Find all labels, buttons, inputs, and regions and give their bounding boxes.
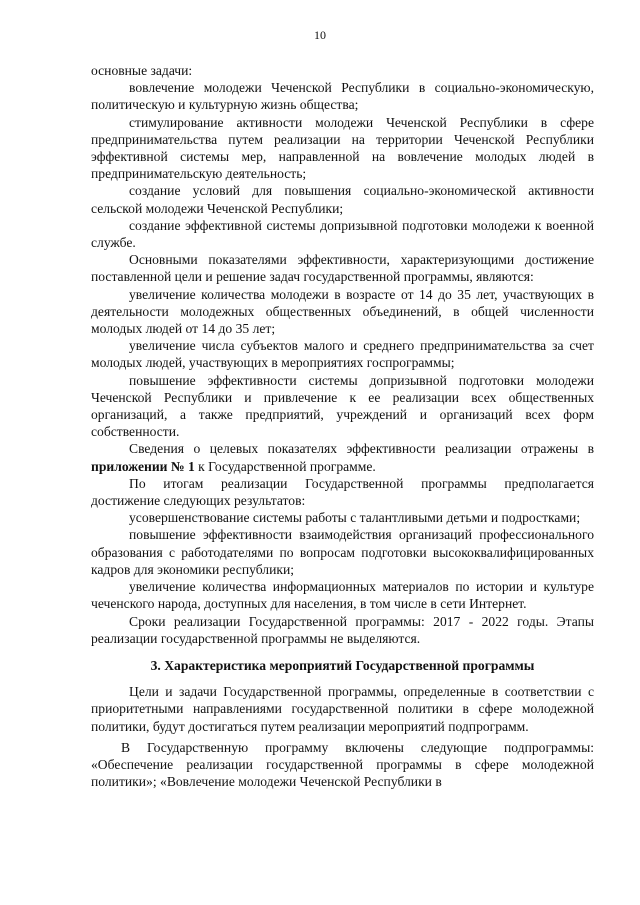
paragraph: усовершенствование системы работы с талантливыми детьми и подростками; <box>129 510 581 526</box>
paragraph: основные задачи: <box>91 63 193 78</box>
paragraph-text: к Государственной программе. <box>194 458 376 474</box>
appendix-reference: приложении № 1 <box>91 458 195 474</box>
page-number: 10 <box>314 28 326 42</box>
paragraph: увеличение числа субъектов малого и среднего предпринимательства за счет молодых людей, участвующих в мероприятиях госпрограммы; <box>91 338 594 371</box>
paragraph-text: Сведения о целевых показателях эффективности реализации отражены в <box>129 441 594 457</box>
paragraph: повышение эффективности взаимодействия организаций профессионального образования с работодателями по вопросам подготовки высококвалифицированных кадров для экономики республики; <box>91 527 594 577</box>
paragraph: создание эффективной системы допризывной подготовки молодежи к военной службе. <box>91 217 594 251</box>
paragraph: Сроки реализации Государственной программы: 2017 - 2022 годы. Этапы реализации государственной программы не выделяются. <box>91 613 594 646</box>
document-body <box>91 62 594 790</box>
paragraph: Основными показателями эффективности, характеризующими достижение поставленной цели и решение задач государственной программы, являются: <box>91 252 594 285</box>
paragraph: повышение эффективности системы допризывной подготовки молодежи Чеченской Республики и привлечение к ее реализации всех общественных организаций, а также предприятий, учреждений и организаций всех форм собственности. <box>91 372 594 440</box>
paragraph: В Государственную программу включены следующие подпрограммы: «Обеспечение реализации государственной программы в сфере молодежной политики»; «Вовлечение молодежи Чеченской Республики в <box>91 739 594 790</box>
section-heading: 3. Характеристика мероприятий Государственной программы <box>150 657 535 673</box>
paragraph <box>91 440 594 474</box>
paragraph: увеличение количества молодежи в возрасте от 14 до 35 лет, участвующих в деятельности молодежных общественных объединений, в общей численности молодых людей от 14 до 35 лет; <box>91 286 594 337</box>
paragraph: По итогам реализации Государственной программы предполагается достижение следующих результатов: <box>91 475 594 509</box>
paragraph: вовлечение молодежи Чеченской Республики в социально-экономическую, политическую и культурную жизнь общества; <box>91 80 594 113</box>
paragraph: стимулирование активности молодежи Чеченской Республики в сфере предпринимательства путем реализации на территории Чеченской Республики эффективной системы мер, направленной на вовлечение молодых людей в предпринимательскую деятельность; <box>91 114 594 182</box>
paragraph: Цели и задачи Государственной программы, определенные в соответствии с приоритетными направлениями государственной политики в сфере молодежной политики, будут достигаться путем реализации мероприятий подпрограмм. <box>91 684 594 734</box>
paragraph: создание условий для повышения социально-экономической активности сельской молодежи Чеченской Республики; <box>91 183 594 216</box>
paragraph: увеличение количества информационных материалов по истории и культуре чеченского народа, доступных для населения, в том числе в сети Интернет. <box>91 579 594 612</box>
